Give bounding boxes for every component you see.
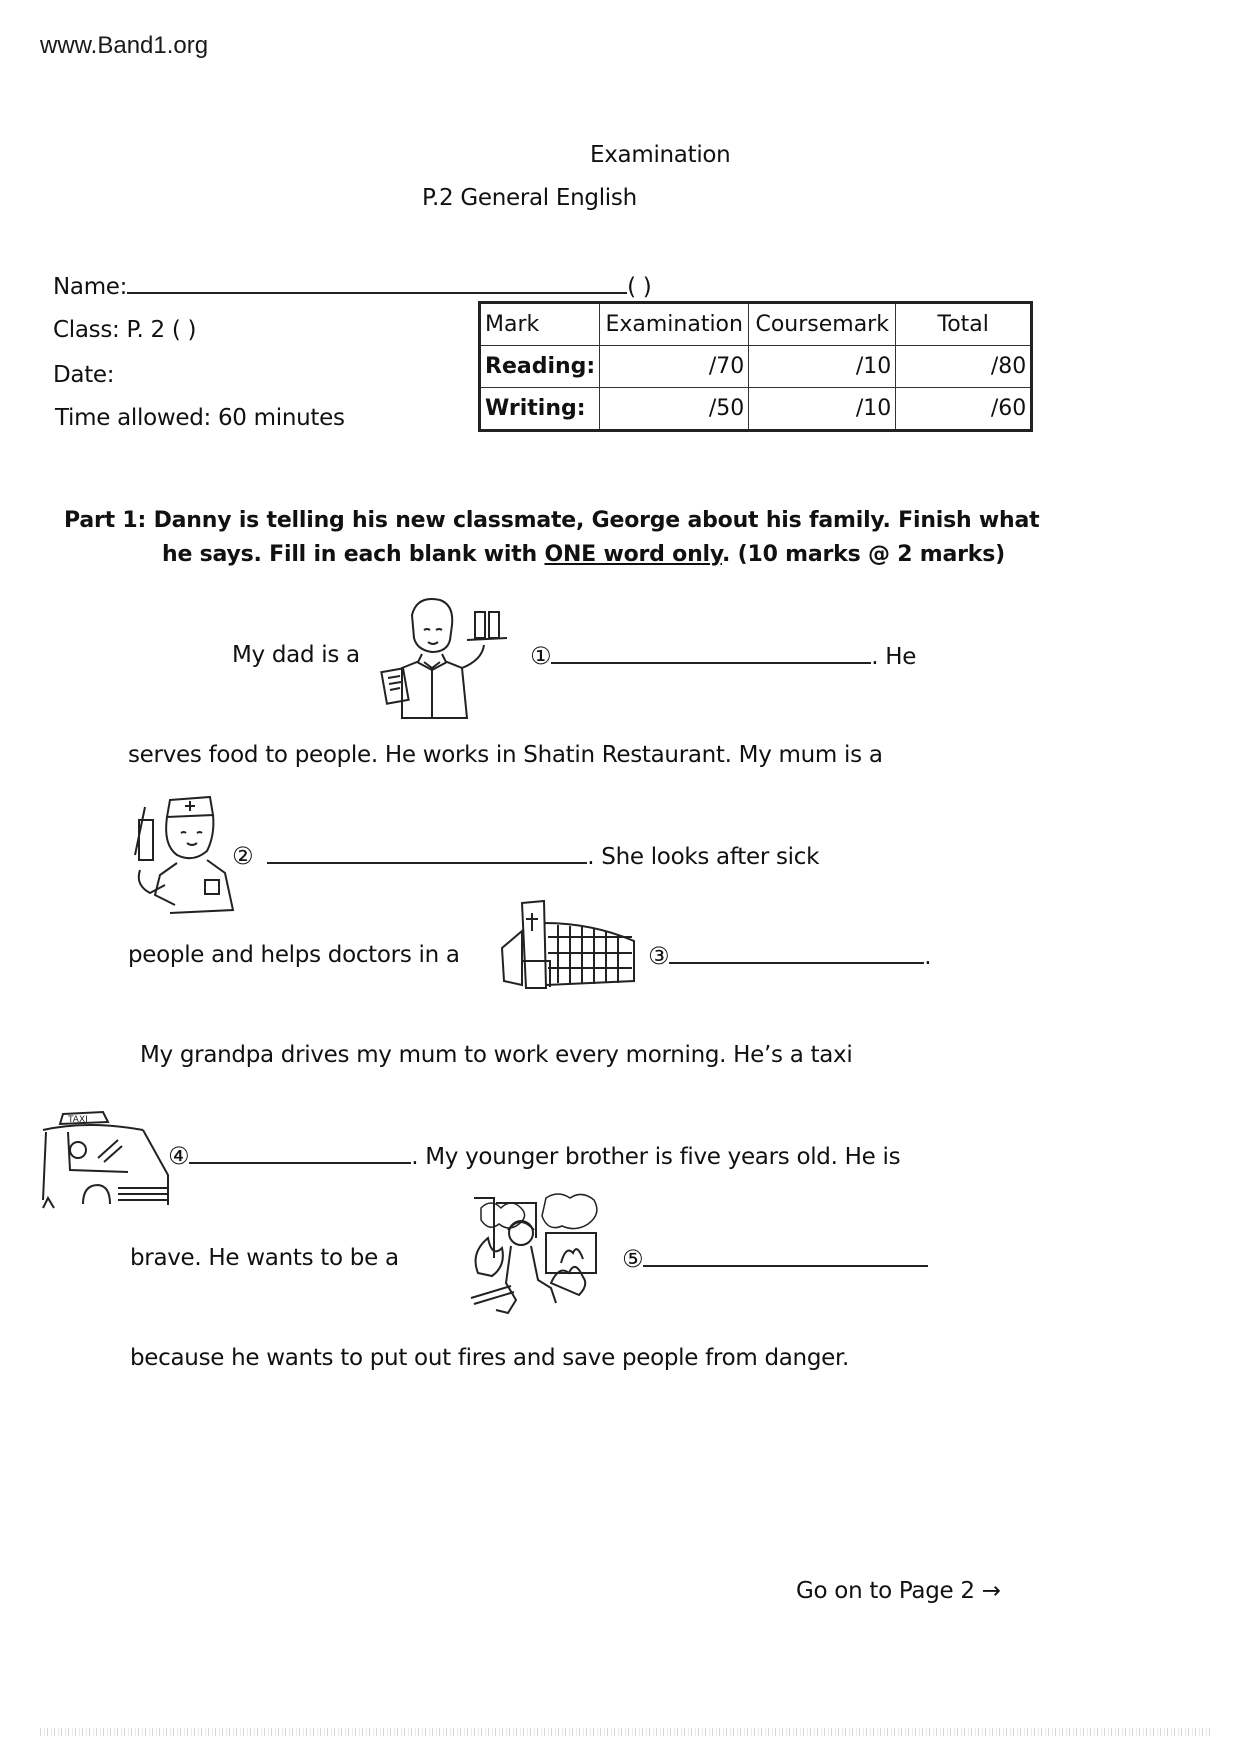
answer-blank-4[interactable] [189,1142,411,1164]
row-label: Reading: [480,346,600,388]
header-examination: Examination [600,303,749,346]
row-label: Writing: [480,388,600,431]
taxi-sign-text: TAXI [68,1115,88,1125]
passage-line1-text: My dad is a [232,642,360,668]
answer-blank-1[interactable] [551,642,871,664]
answer-blank-2[interactable] [267,842,587,864]
blank-number-5: ⑤ [622,1245,644,1273]
go-to-next-page: Go on to Page 2 → [796,1578,1001,1604]
marks-table [478,301,1033,432]
answer-blank-3[interactable] [669,942,924,964]
part1-label: Part 1: [64,508,147,533]
part1-instruction-line2 [162,542,1005,567]
class-label: Class: P. 2 ( ) [53,317,197,343]
exam-title: Examination [590,142,731,168]
writing-examination: /50 [600,388,749,431]
name-label: Name: [53,274,128,300]
blank-1 [530,642,916,670]
passage-line2-text: serves food to people. He works in Shatin Restaurant. My mum is a [128,742,883,768]
name-blank[interactable] [127,272,627,294]
blank-number-1: ① [530,642,552,670]
header-coursemark: Coursemark [749,303,896,346]
hospital-picture [492,893,642,993]
blank-number-3: ③ [648,942,670,970]
header-mark: Mark [480,303,600,346]
answer-blank-5[interactable] [643,1245,928,1267]
blank-2 [232,842,819,870]
passage-line5-text: My grandpa drives my mum to work every morning. He’s a taxi [140,1042,853,1068]
instruction-text: he says. Fill in each blank with [162,542,545,567]
passage-text: . My younger brother is five years old. He is [411,1144,901,1170]
writing-coursemark: /10 [749,388,896,431]
blank-number-2: ② [232,842,254,870]
taxi-picture [38,1100,170,1212]
passage-text: . He [871,644,917,670]
fireman-picture [466,1188,616,1323]
passage-line4-text: people and helps doctors in a [128,942,460,968]
reading-coursemark: /10 [749,346,896,388]
writing-total: /60 [896,388,1032,431]
part1-instruction-line1 [64,508,1040,533]
marks-row-reading [480,346,1032,388]
exam-subtitle: P.2 General English [422,185,637,211]
reading-examination: /70 [600,346,749,388]
marks-table-header [480,303,1032,346]
waiter-picture [372,590,512,720]
instruction-text: Danny is telling his new classmate, George about his family. Finish what [153,508,1040,533]
passage-line8-text: because he wants to put out fires and save people from danger. [130,1345,850,1371]
blank-number-4: ④ [168,1142,190,1170]
class-number-paren: ( ) [627,274,652,300]
watermark-url: www.Band1.org [40,32,209,59]
time-allowed: Time allowed: 60 minutes [55,405,345,431]
instruction-text: . (10 marks @ 2 marks) [722,542,1005,567]
marks-row-writing [480,388,1032,431]
date-label: Date: [53,362,115,388]
passage-line7-text: brave. He wants to be a [130,1245,399,1271]
scan-artifact-strip [40,1728,1210,1736]
blank-4 [168,1142,900,1170]
passage-text: . She looks after sick [587,844,820,870]
reading-total: /80 [896,346,1032,388]
blank-5 [622,1245,928,1273]
name-field [53,272,651,300]
instruction-emphasis: ONE word only [544,542,722,567]
header-total: Total [896,303,1032,346]
blank-3: ③ . [648,942,932,970]
